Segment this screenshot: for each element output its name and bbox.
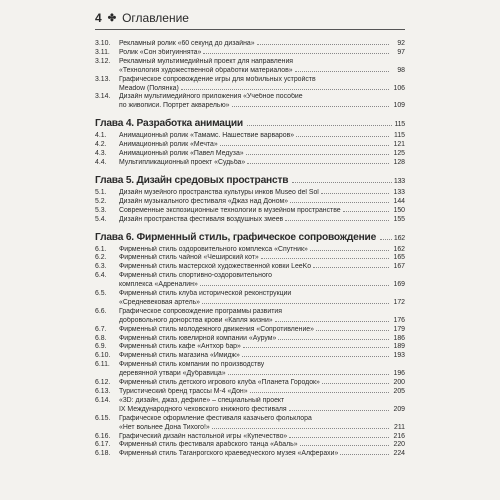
page-header bbox=[95, 7, 405, 30]
leader-dots bbox=[380, 239, 392, 240]
leader-dots bbox=[246, 153, 389, 155]
page-ref: 155 bbox=[393, 215, 405, 223]
page-ref: 128 bbox=[393, 158, 405, 166]
toc-entry[interactable] bbox=[95, 335, 405, 344]
section-title: Фирменный стиль магазина «Имидж» bbox=[119, 352, 240, 360]
toc-entry[interactable] bbox=[95, 198, 405, 207]
page-ref: 193 bbox=[393, 352, 405, 360]
toc-entry[interactable] bbox=[95, 207, 405, 216]
page-ref: 150 bbox=[393, 206, 405, 214]
toc-entry[interactable] bbox=[95, 263, 405, 272]
toc-entry[interactable] bbox=[95, 58, 405, 76]
section-title: Дизайн пространства фестиваля воздушных змеев bbox=[119, 215, 284, 223]
leader-dots bbox=[232, 105, 390, 107]
leader-dots bbox=[181, 88, 389, 90]
section-title: Современные экспозиционные технологии в музейном пространстве bbox=[119, 206, 341, 214]
section-title: Фирменный стиль ювелирной компании «Аурум» bbox=[119, 334, 277, 342]
leader-dots bbox=[322, 382, 389, 384]
toc-entry[interactable] bbox=[95, 254, 405, 263]
toc-entry[interactable] bbox=[95, 308, 405, 326]
leader-dots bbox=[228, 373, 389, 375]
leader-dots bbox=[289, 409, 389, 411]
section-number: 6.17. bbox=[95, 441, 111, 449]
toc-entry[interactable] bbox=[95, 379, 405, 388]
section-number: 5.1. bbox=[95, 188, 107, 196]
page-ref: 115 bbox=[394, 121, 405, 129]
toc-entry[interactable] bbox=[95, 388, 405, 397]
toc-entry[interactable] bbox=[95, 450, 405, 459]
leader-dots bbox=[203, 52, 389, 54]
toc-entry[interactable] bbox=[95, 343, 405, 352]
page-ref: 162 bbox=[393, 245, 405, 253]
section-title: Фирменный стиль компании по производству bbox=[119, 361, 265, 369]
section-number: 6.2. bbox=[95, 254, 107, 262]
page-ref: 169 bbox=[393, 281, 405, 289]
section-title: Рекламный ролик «60 секунд до дизайна» bbox=[119, 40, 255, 47]
page-ref: 186 bbox=[393, 334, 405, 342]
section-title: «Нет вольнее Дона Тихого!» bbox=[119, 423, 210, 431]
section-title: Фирменный стиль спортивно-оздоровительного bbox=[119, 272, 272, 280]
section-number: 6.18. bbox=[95, 450, 111, 458]
section-title: Фирменный стиль Таганрогского краеведческого музея «Алферахи» bbox=[119, 450, 339, 458]
section-number: 6.7. bbox=[95, 325, 107, 333]
leader-dots bbox=[343, 210, 389, 212]
section-title: Анимационный ролик «Тамамс. Нашествие варваров» bbox=[119, 132, 295, 140]
leader-dots bbox=[340, 453, 389, 455]
page-ref: 216 bbox=[393, 432, 405, 440]
section-title: Дизайн музейного пространства культуры инков Museo del Sol bbox=[119, 188, 319, 196]
section-title: Графический дизайн настольной игры «Купечество» bbox=[119, 432, 288, 440]
page-ref: 98 bbox=[397, 66, 405, 74]
section-number: 6.10. bbox=[95, 352, 111, 360]
leader-dots bbox=[247, 125, 392, 126]
leader-dots bbox=[313, 266, 389, 268]
toc-entry[interactable] bbox=[95, 290, 405, 308]
section-title: Мультипликационный проект «Судьба» bbox=[119, 158, 246, 166]
page-ref: 165 bbox=[393, 254, 405, 262]
leader-dots bbox=[310, 249, 389, 251]
leader-dots bbox=[250, 391, 389, 393]
toc-entry[interactable] bbox=[95, 40, 405, 49]
section-number: 6.12. bbox=[95, 379, 111, 387]
page-ref: 125 bbox=[393, 150, 405, 158]
leader-dots bbox=[257, 43, 389, 45]
section-number: 5.3. bbox=[95, 206, 107, 214]
page-ref: 97 bbox=[397, 48, 405, 56]
page-ref: 133 bbox=[393, 177, 405, 185]
section-title: по живописи. Портрет акварелью» bbox=[119, 102, 230, 110]
section-number: 3.14. bbox=[95, 93, 111, 101]
section-title: Фирменный стиль чайной «Чеширский кот» bbox=[119, 254, 259, 262]
chapter-title: Глава 6. Фирменный стиль, графическое сопровождение bbox=[95, 231, 377, 243]
section-title: «Технология художественной обработки материалов» bbox=[119, 66, 293, 74]
toc-entry[interactable] bbox=[95, 361, 405, 379]
toc-entry[interactable] bbox=[95, 93, 405, 111]
leader-dots bbox=[200, 284, 389, 286]
section-number: 6.5. bbox=[95, 290, 107, 298]
page-ref: 92 bbox=[397, 40, 405, 47]
leader-dots bbox=[202, 302, 389, 304]
section-title: Фирменный стиль оздоровительного комплекса «Спутник» bbox=[119, 245, 308, 253]
section-title: «3D: дизайн, джаз, дефиле» – специальный проект bbox=[119, 396, 285, 404]
section-number: 6.1. bbox=[95, 245, 107, 253]
leader-dots bbox=[220, 144, 389, 146]
toc-entry[interactable] bbox=[95, 216, 405, 225]
leader-dots bbox=[278, 338, 389, 340]
toc-entry[interactable] bbox=[95, 352, 405, 361]
toc-entry[interactable] bbox=[95, 132, 405, 141]
page-ref: 189 bbox=[393, 343, 405, 351]
chapter-title: Глава 5. Дизайн средовых пространств bbox=[95, 174, 289, 186]
section-title: Фирменный стиль детского игрового клуба «Планета Городок» bbox=[119, 379, 320, 387]
section-title: Ролик «Сон эбигуиннята» bbox=[119, 48, 202, 56]
section-number: 6.6. bbox=[95, 307, 107, 315]
page-ref: 167 bbox=[393, 263, 405, 271]
toc-entry[interactable] bbox=[95, 433, 405, 442]
section-title: Фирменный стиль клуба исторической реконструкции bbox=[119, 290, 292, 298]
page-ref: 115 bbox=[394, 132, 405, 140]
section-title: Фирменный стиль мастерской художественной ковки LeeKo bbox=[119, 263, 312, 271]
section-number: 5.4. bbox=[95, 215, 107, 223]
toc-entry[interactable] bbox=[95, 246, 405, 255]
leader-dots bbox=[321, 192, 389, 194]
section-title: Графическое сопровождение программы развития bbox=[119, 307, 282, 315]
page-title: Оглавление bbox=[122, 11, 189, 25]
section-title: Дизайн мультимедийного приложения «Учебное пособие bbox=[119, 93, 303, 101]
leader-dots bbox=[292, 182, 392, 183]
section-title: Фирменный стиль молодежного движения «Сопротивление» bbox=[119, 325, 314, 333]
section-number: 4.2. bbox=[95, 141, 107, 149]
leader-dots bbox=[261, 257, 389, 259]
toc-entry[interactable] bbox=[95, 49, 405, 58]
section-title: «Средневековая артель» bbox=[119, 298, 201, 306]
section-number: 6.4. bbox=[95, 272, 107, 280]
page-ref: 121 bbox=[393, 141, 405, 149]
page-ref: 196 bbox=[393, 370, 405, 378]
section-number: 3.12. bbox=[95, 57, 111, 65]
section-number: 6.9. bbox=[95, 343, 107, 351]
section-number: 4.1. bbox=[95, 132, 107, 140]
section-title: Рекламный мультимедийный проект для направления bbox=[119, 57, 294, 65]
leader-dots bbox=[290, 201, 389, 203]
section-number: 3.11. bbox=[95, 48, 110, 56]
page-ref: 176 bbox=[393, 316, 405, 324]
page-ref: 211 bbox=[394, 423, 405, 431]
leader-dots bbox=[247, 162, 389, 164]
section-title: комплекса «Адреналин» bbox=[119, 281, 198, 289]
section-number: 6.16. bbox=[95, 432, 111, 440]
section-number: 6.15. bbox=[95, 414, 111, 422]
section-title: Графическое оформление фестиваля казачьего фольклора bbox=[119, 414, 312, 422]
section-title: Фирменный стиль фестиваля арабского танца «Абаль» bbox=[119, 441, 298, 449]
section-number: 6.8. bbox=[95, 334, 107, 342]
section-title: Туристический бренд трассы М-4 «Дон» bbox=[119, 388, 248, 395]
chapter-heading[interactable] bbox=[95, 117, 405, 131]
toc-entry[interactable] bbox=[95, 150, 405, 159]
page-ref: 220 bbox=[393, 441, 405, 449]
section-number: 3.10. bbox=[95, 40, 111, 47]
leader-dots bbox=[296, 135, 389, 137]
section-title: Анимационный ролик «Мечта» bbox=[119, 141, 218, 149]
chapter-heading[interactable] bbox=[95, 174, 405, 188]
section-title: Meadow (Полянка) bbox=[119, 84, 179, 92]
table-of-contents bbox=[95, 40, 405, 459]
toc-entry[interactable] bbox=[95, 189, 405, 198]
leader-dots bbox=[242, 355, 389, 357]
toc-entry[interactable] bbox=[95, 326, 405, 335]
leader-dots bbox=[212, 427, 389, 429]
page-number: 4 bbox=[95, 11, 102, 25]
leader-dots bbox=[285, 219, 389, 221]
page-ref: 200 bbox=[393, 379, 405, 387]
section-title: Фирменный стиль кафе «Антхор бар» bbox=[119, 343, 241, 351]
leader-dots bbox=[316, 329, 389, 331]
toc-entry[interactable] bbox=[95, 141, 405, 150]
leader-dots bbox=[295, 70, 389, 72]
page-ref: 106 bbox=[393, 84, 405, 92]
leader-dots bbox=[289, 436, 389, 438]
section-number: 6.3. bbox=[95, 263, 107, 271]
page-ref: 172 bbox=[393, 298, 405, 306]
ornament-icon: ✤ bbox=[107, 12, 117, 24]
section-title: Графическое сопровождение игры для мобильных устройств bbox=[119, 75, 316, 83]
toc-entry[interactable] bbox=[95, 159, 405, 168]
page-ref: 209 bbox=[393, 405, 405, 413]
leader-dots bbox=[275, 320, 389, 322]
section-title: добровольного донорства крови «Капля жизни» bbox=[119, 316, 273, 324]
section-number: 4.4. bbox=[95, 158, 107, 166]
chapter-title: Глава 4. Разработка анимации bbox=[95, 118, 243, 130]
chapter-heading[interactable] bbox=[95, 231, 405, 245]
page-ref: 109 bbox=[393, 102, 405, 110]
section-number: 3.13. bbox=[95, 75, 111, 83]
section-number: 6.14. bbox=[95, 396, 111, 404]
page-ref: 144 bbox=[393, 197, 405, 205]
section-title: Дизайн музыкального фестиваля «Джаз над Доном» bbox=[119, 197, 289, 205]
section-title: Анимационный ролик «Павел Медуза» bbox=[119, 150, 244, 158]
section-number: 4.3. bbox=[95, 150, 107, 158]
section-number: 6.13. bbox=[95, 388, 111, 395]
section-number: 5.2. bbox=[95, 197, 107, 205]
page-ref: 224 bbox=[393, 450, 405, 458]
toc-entry[interactable] bbox=[95, 76, 405, 94]
section-title: IX Международного чеховского книжного фестиваля bbox=[119, 405, 287, 413]
toc-entry[interactable] bbox=[95, 272, 405, 290]
section-number: 6.11. bbox=[95, 361, 110, 369]
page-ref: 179 bbox=[393, 325, 405, 333]
page-ref: 205 bbox=[393, 388, 405, 395]
leader-dots bbox=[243, 346, 389, 348]
leader-dots bbox=[300, 444, 389, 446]
toc-entry[interactable] bbox=[95, 397, 405, 415]
page-ref: 133 bbox=[393, 188, 405, 196]
toc-entry[interactable] bbox=[95, 415, 405, 433]
toc-entry[interactable] bbox=[95, 441, 405, 450]
section-title: деревянной утвари «Дубравица» bbox=[119, 370, 226, 378]
page-ref: 162 bbox=[393, 234, 405, 242]
